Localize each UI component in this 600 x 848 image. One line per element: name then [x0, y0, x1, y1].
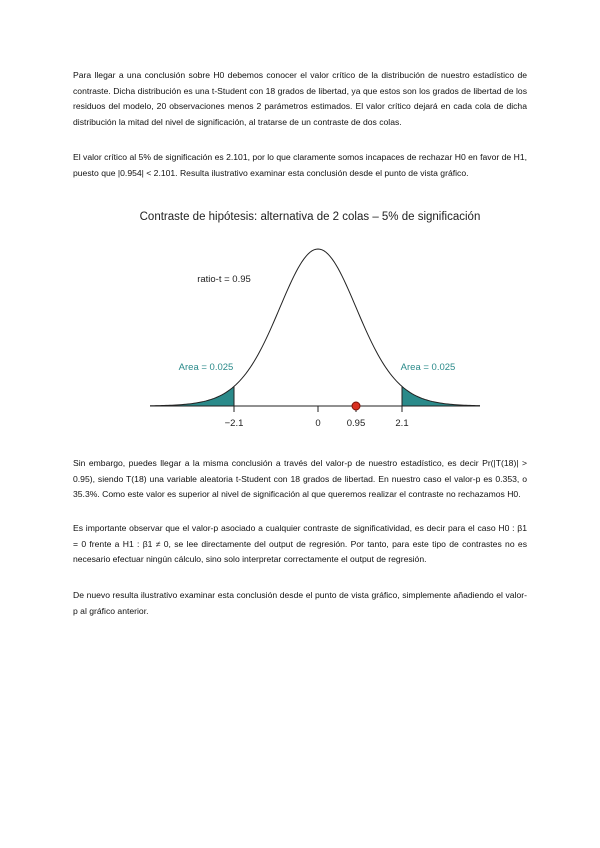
x-tick-label: 0.95	[346, 418, 366, 429]
statistic-point	[352, 402, 360, 410]
paragraph-critical-value-intro: Para llegar a una conclusión sobre H0 debemos conocer el valor crítico de la distribución de nuestro estadístico de contraste. Dicha distribución es una t-Student con 18 grados de libertad, ya que estos son los grados de libertad de los residuos del modelo, 20 observaciones menos 2 parámetros estimados. El valor crítico dejará en cada cola de dicha distribución la mitad del nivel de significación, al tratarse de un contraste de dos colas.	[73, 70, 527, 127]
x-tick-label: 0	[315, 418, 321, 429]
ratio-t-annotation: ratio-t = 0.95	[197, 274, 251, 285]
x-tick-label: −2.1	[224, 418, 244, 429]
paragraph-p-value: Sin embargo, puedes llegar a la misma conclusión a través del valor-p de nuestro estadístico, es decir Pr(|T(18)| > 0.95), siendo T(18) una variable aleatoria t-Student con 18 grados de libertad. En nuestro caso el valor-p es 0.353, o 35.3%. Como este valor es superior al nivel de significación al que queremos realizar el contraste no rechazamos H0.	[73, 458, 527, 500]
chart-title: Contraste de hipótesis: alternativa de 2 colas – 5% de significación	[139, 211, 480, 223]
right-tail-area-label: Area = 0.025	[400, 362, 456, 373]
left-tail-area	[150, 386, 234, 406]
paragraph-graphical-note: De nuevo resulta ilustrativo examinar esta conclusión desde el punto de vista gráfico, simplemente añadiendo el valor-p al gráfico anterior.	[73, 590, 527, 616]
density-curve	[150, 249, 480, 406]
t-distribution-chart	[120, 200, 480, 440]
x-tick-label: 2.1	[395, 418, 409, 429]
left-tail-area-label: Area = 0.025	[178, 362, 234, 373]
paragraph-critical-value-result: El valor crítico al 5% de significación es 2.101, por lo que claramente somos incapaces de rechazar H0 en favor de H1, puesto que |0.954| < 2.101. Resulta ilustrativo examinar esta conclusión desde el punto de vista gráfico.	[73, 152, 527, 178]
paragraph-significance-note: Es importante observar que el valor-p asociado a cualquier contraste de significatividad, es decir para el caso H0 : β1 = 0 frente a H1 : β1 ≠ 0, se lee directamente del output de regresión. Por tanto, para este tipo de contrastes no es necesario efectuar ningún cálculo, sino solo interpretar correctamente el output de regresión.	[73, 523, 527, 565]
x-axis-ticks	[225, 406, 409, 429]
